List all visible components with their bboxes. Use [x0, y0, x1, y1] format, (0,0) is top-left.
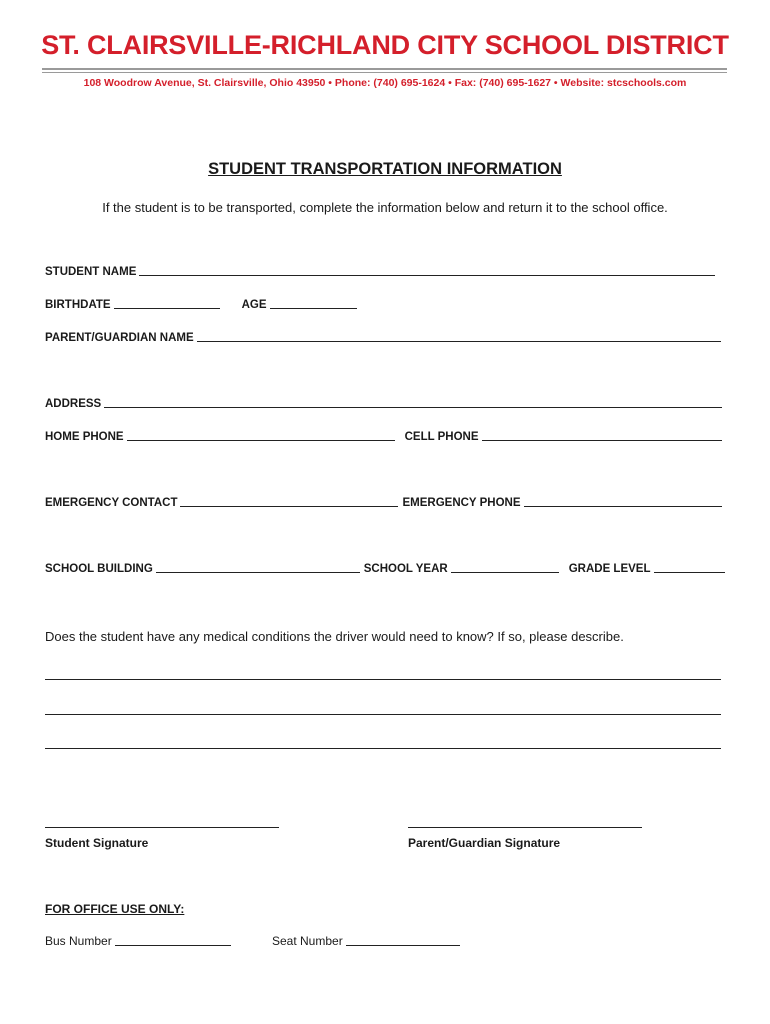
form-instructions: If the student is to be transported, complete the information below and return it to the school office.: [102, 200, 668, 215]
school-building-label: SCHOOL BUILDING: [45, 563, 153, 575]
cell-phone-field[interactable]: [482, 439, 722, 441]
office-use-heading: FOR OFFICE USE ONLY:: [45, 902, 185, 916]
parent-guardian-name-field[interactable]: [197, 340, 721, 342]
header-rule-bottom: [42, 72, 727, 73]
home-phone-label: HOME PHONE: [45, 431, 124, 443]
parent-guardian-name-row: [45, 332, 721, 344]
school-building-field[interactable]: [156, 571, 360, 573]
medical-answer-line-3[interactable]: [45, 748, 721, 749]
bus-number-field[interactable]: [115, 944, 231, 946]
birthdate-age-row: [45, 299, 357, 311]
seat-number-field[interactable]: [346, 944, 460, 946]
student-name-row: [45, 266, 715, 278]
address-row: [45, 398, 722, 410]
student-signature-label: Student Signature: [45, 836, 149, 850]
emergency-phone-label: EMERGENCY PHONE: [402, 497, 521, 509]
student-name-field[interactable]: [139, 274, 715, 276]
seat-number-row: [272, 934, 460, 948]
medical-question: Does the student have any medical conditions the driver would need to know? If so, please describe.: [45, 629, 624, 644]
school-year-label: SCHOOL YEAR: [363, 563, 448, 575]
parent-guardian-signature-line[interactable]: [408, 827, 642, 828]
age-field[interactable]: [270, 307, 357, 309]
birthdate-label: BIRTHDATE: [45, 299, 111, 311]
cell-phone-label: CELL PHONE: [404, 431, 479, 443]
age-label: AGE: [241, 299, 267, 311]
district-name: ST. CLAIRSVILLE-RICHLAND CITY SCHOOL DISTRICT: [41, 30, 729, 60]
grade-level-field[interactable]: [654, 571, 726, 573]
birthdate-field[interactable]: [114, 307, 220, 309]
district-contact-line: 108 Woodrow Avenue, St. Clairsville, Ohio 43950 • Phone: (740) 695-1624 • Fax: (740) 695-1627 • Website: stcschools.com: [83, 77, 687, 89]
medical-answer-line-1[interactable]: [45, 679, 721, 680]
emergency-contact-field[interactable]: [180, 505, 398, 507]
bus-number-row: [45, 934, 231, 948]
emergency-row: [45, 497, 722, 509]
school-row: [45, 563, 725, 575]
form-title: STUDENT TRANSPORTATION INFORMATION: [208, 160, 562, 178]
student-signature-line[interactable]: [45, 827, 279, 828]
emergency-phone-field[interactable]: [524, 505, 723, 507]
student-name-label: STUDENT NAME: [45, 266, 137, 278]
header-rule-top: [42, 68, 727, 70]
school-year-field[interactable]: [451, 571, 559, 573]
address-field[interactable]: [104, 406, 722, 408]
home-phone-field[interactable]: [127, 439, 395, 441]
parent-guardian-signature-label: Parent/Guardian Signature: [408, 836, 561, 850]
emergency-contact-label: EMERGENCY CONTACT: [45, 497, 178, 509]
address-label: ADDRESS: [45, 398, 102, 410]
medical-answer-line-2[interactable]: [45, 714, 721, 715]
grade-level-label: GRADE LEVEL: [568, 563, 651, 575]
seat-number-label: Seat Number: [272, 934, 343, 948]
phone-row: [45, 431, 722, 443]
parent-guardian-name-label: PARENT/GUARDIAN NAME: [45, 332, 194, 344]
bus-number-label: Bus Number: [45, 934, 112, 948]
